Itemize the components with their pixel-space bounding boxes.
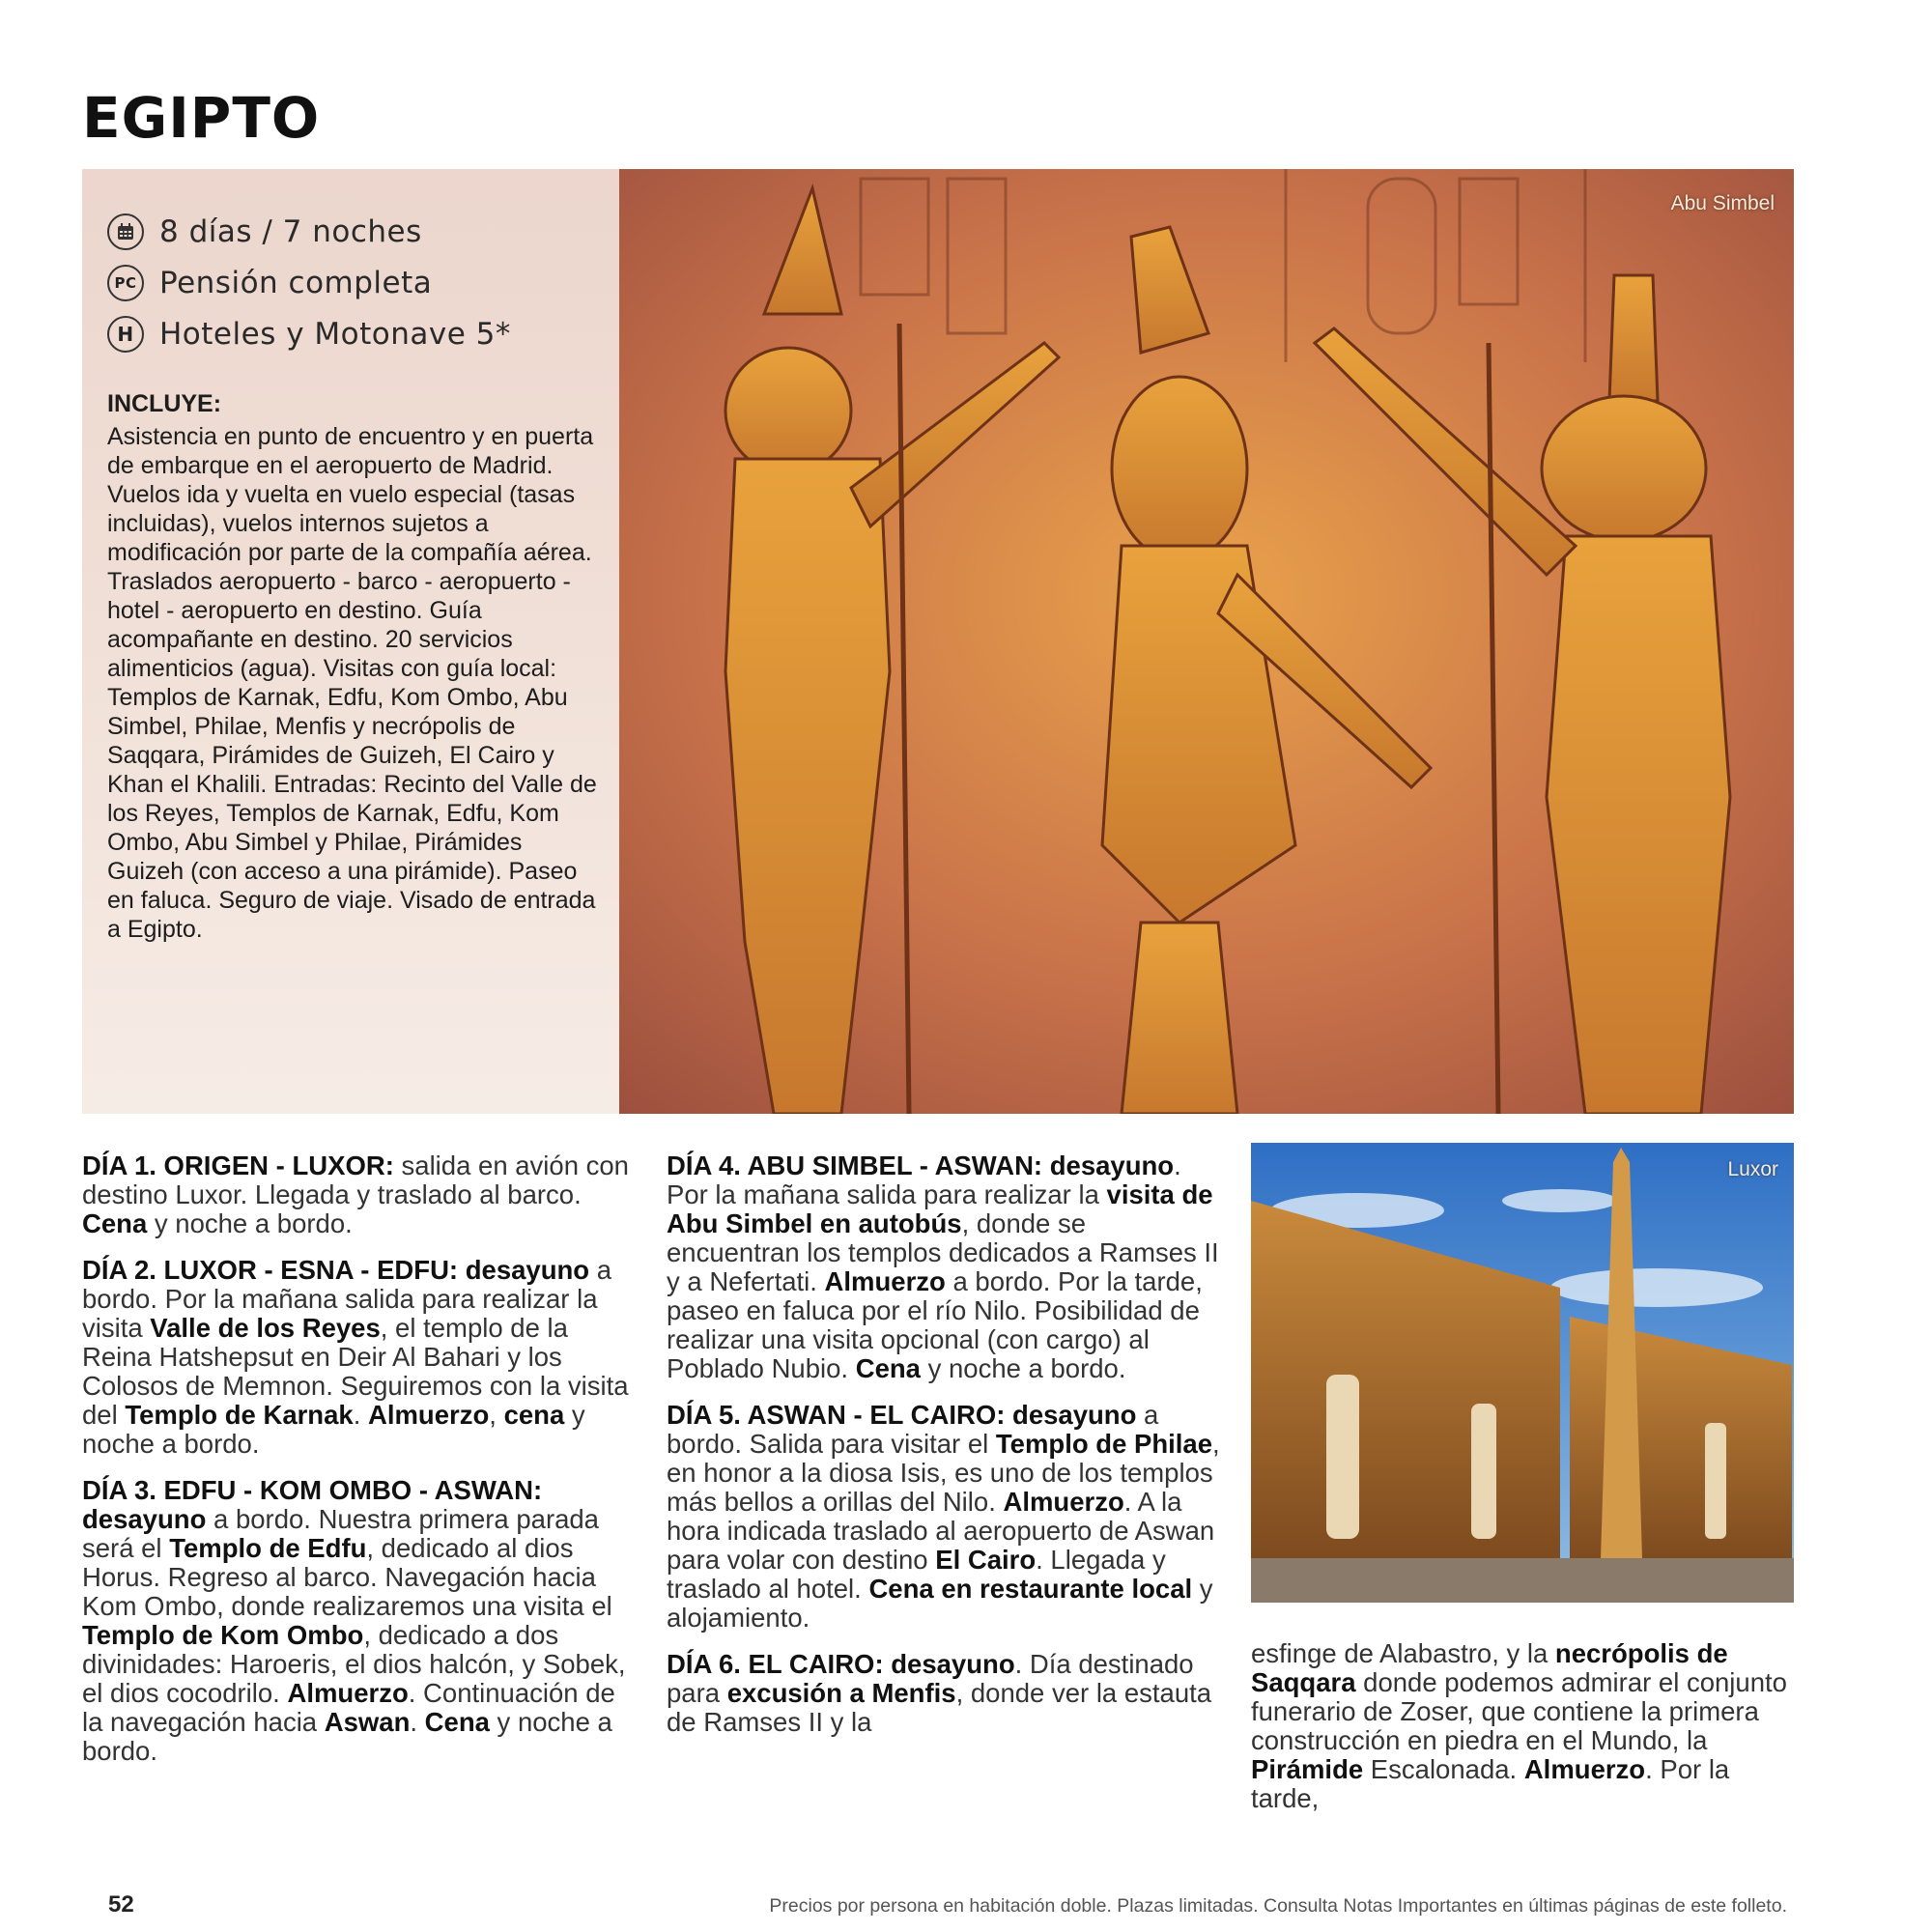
- feature-board-text: Pensión completa: [159, 266, 433, 300]
- calendar-icon: [107, 213, 144, 250]
- feature-duration: [107, 213, 422, 250]
- feature-hotels-text: Hoteles y Motonave 5*: [159, 317, 511, 352]
- hotel-icon: H: [107, 316, 144, 353]
- feature-duration-text: 8 días / 7 noches: [159, 214, 422, 249]
- day-6-continued: esfinge de Alabastro, y la necrópolis de Saqqara donde podemos admirar el conjunto funerario de Zoser, que contiene la primera construcción en piedra en el Mundo, la Pirámide Escalonada. Almuerzo. Por la tarde,: [1251, 1638, 1787, 1813]
- day-3: DÍA 3. EDFU - KOM OMBO - ASWAN: desayuno a bordo. Nuestra primera parada será el Templo de Edfu, dedicado al dios Horus. Regreso al barco. Navegación hacia Kom Ombo, donde realizaremos una visita el Templo de Kom Ombo, dedicado a dos divinidades: Haroeris, el dios halcón, y Sobek, el dios cocodrilo. Almuerzo. Continuación de la navegación hacia Aswan. Cena y noche a bordo.: [82, 1475, 626, 1766]
- page-number: 52: [108, 1891, 134, 1918]
- includes-section: [107, 389, 600, 944]
- itinerary-column-1: [82, 1151, 638, 1783]
- hero-caption: Abu Simbel: [1670, 192, 1775, 214]
- includes-text: Asistencia en punto de encuentro y en puerta de embarque en el aeropuerto de Madrid. Vuelos ida y vuelta en vuelo especial (tasas incluidas), vuelos internos sujetos a modificación por parte de la compañía aérea. Traslados aeropuerto - barco - aeropuerto - hotel - aeropuerto en destino. Guía acompañante en destino. 20 servicios alimenticios (agua). Visitas con guía local: Templos de Karnak, Edfu, Kom Ombo, Abu Simbel, Philae, Menfis y necrópolis de Saqqara, Pirámides de Guizeh, El Cairo y Khan el Khalili. Entradas: Recinto del Valle de los Reyes, Templos de Karnak, Edfu, Kom Ombo, Abu Simbel y Philae, Pirámides Guizeh (con acceso a una pirámide). Paseo en faluca. Seguro de viaje. Visado de entrada a Egipto.: [107, 423, 597, 943]
- footer-note: Precios por persona en habitación doble. Plazas limitadas. Consulta Notas Importantes en últimas páginas de este folleto.: [769, 1895, 1787, 1917]
- luxor-photo: [1251, 1143, 1794, 1603]
- includes-heading: INCLUYE:: [107, 390, 222, 417]
- abu-simbel-photo: [619, 169, 1794, 1114]
- feature-board: [107, 265, 432, 301]
- feature-hotels: [107, 316, 511, 353]
- luxor-caption: Luxor: [1727, 1158, 1778, 1180]
- day-4: DÍA 4. ABU SIMBEL - ASWAN: desayuno. Por la mañana salida para realizar la visita de Abu Simbel en autobús, donde se encuentran los templos dedicados a Ramses II y a Nefertati. Almuerzo a bordo. Por la tarde, paseo en faluca por el río Nilo. Posibilidad de realizar una visita opcional (con cargo) al Poblado Nubio. Cena y noche a bordo.: [667, 1151, 1219, 1383]
- itinerary-column-2: [667, 1151, 1222, 1754]
- info-panel: [82, 169, 619, 1114]
- pension-icon: PC: [107, 265, 144, 301]
- day-2: DÍA 2. LUXOR - ESNA - EDFU: desayuno a bordo. Por la mañana salida para realizar la visita Valle de los Reyes, el templo de la Reina Hatshepsut en Deir Al Bahari y los Colosos de Memnon. Seguiremos con la visita del Templo de Karnak. Almuerzo, cena y noche a bordo.: [82, 1255, 629, 1459]
- day-5: DÍA 5. ASWAN - EL CAIRO: desayuno a bordo. Salida para visitar el Templo de Philae, en honor a la diosa Isis, es uno de los templos más bellos a orillas del Nilo. Almuerzo. A la hora indicada traslado al aeropuerto de Aswan para volar con destino El Cairo. Llegada y traslado al hotel. Cena en restaurante local y alojamiento.: [667, 1400, 1220, 1633]
- itinerary-column-3: [1251, 1639, 1794, 1831]
- page-title: EGIPTO: [82, 85, 321, 151]
- day-1: DÍA 1. ORIGEN - LUXOR: salida en avión con destino Luxor. Llegada y traslado al barco. Cena y noche a bordo.: [82, 1151, 629, 1238]
- day-6: DÍA 6. EL CAIRO: desayuno. Día destinado para excusión a Menfis, donde ver la estauta de Ramses II y la: [667, 1649, 1212, 1737]
